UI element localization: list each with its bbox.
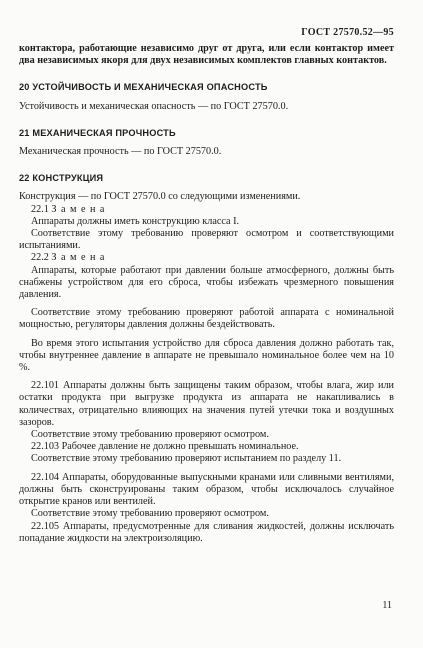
section-22-heading: 22 КОНСТРУКЦИЯ xyxy=(19,173,104,184)
clause-22-1-title xyxy=(19,204,394,216)
top-paragraph: контактора, работающие независимо друг от друга, или если контактор имеет два независимых якоря для двух независимых комплектов главных контактов. xyxy=(19,43,394,67)
section-20-heading: 20 УСТОЙЧИВОСТЬ И МЕХАНИЧЕСКАЯ ОПАСНОСТЬ xyxy=(19,82,268,93)
clause-22-1-text: Аппараты должны иметь конструкцию класса I. xyxy=(31,215,240,227)
clause-22-2-title xyxy=(19,252,394,264)
page-number: 11 xyxy=(382,600,392,611)
clause-22-1-check: Соответствие этому требованию проверяют осмотром и соответствующими испытаниями. xyxy=(19,228,394,252)
section-21-heading: 21 МЕХАНИЧЕСКАЯ ПРОЧНОСТЬ xyxy=(19,127,176,138)
clause-22-2-text: Аппараты, которые работают при давлении больше атмосферного, должны быть снабжены устройством для его сброса, чтобы избежать чрезмерного повышения давления. xyxy=(19,264,394,301)
standard-code: ГОСТ 27570.52—95 xyxy=(301,27,394,38)
clause-22-1-replace: Замена xyxy=(51,203,109,215)
clause-22-101-check: Соответствие этому требованию проверяют осмотром. xyxy=(31,429,269,441)
clause-22-101: 22.101 Аппараты должны быть защищены таким образом, чтобы влага, жир или остатки продукта при выгрузке продукта из аппарата не накапливались в количествах, отрицательно влияющих на значения путей утечки тока и воздушных зазоров. xyxy=(19,380,394,428)
document-body xyxy=(19,43,394,545)
clause-22-104: 22.104 Аппараты, оборудованные выпускными кранами или сливными вентилями, должны быть сконструированы таким образом, чтобы исключалось случайное открытие кранов или вентилей. xyxy=(19,471,394,508)
section-20-text: Устойчивость и механическая опасность — по ГОСТ 27570.0. xyxy=(19,100,289,112)
clause-22-2-number: 22.2 xyxy=(31,252,49,264)
clause-22-104-check: Соответствие этому требованию проверяют осмотром. xyxy=(31,508,269,520)
clause-22-2-check: Соответствие этому требованию проверяют работой аппарата с номинальной мощностью, регуляторы давления должны бездействовать. xyxy=(19,307,394,331)
clause-22-103: 22.103 Рабочее давление не должно превышать номинальное. xyxy=(31,441,299,453)
section-22-intro: Конструкция — по ГОСТ 27570.0 со следующими изменениями. xyxy=(19,191,301,203)
clause-22-103-check: Соответствие этому требованию проверяют испытанием по разделу 11. xyxy=(31,453,342,465)
clause-22-2-test: Во время этого испытания устройство для сброса давления должно работать так, чтобы внутреннее давление в аппарате не превышало номинальное более чем на 10 %. xyxy=(19,337,394,374)
clause-22-1-number: 22.1 xyxy=(31,203,49,215)
clause-22-2-replace: Замена xyxy=(51,252,109,264)
section-21-text: Механическая прочность — по ГОСТ 27570.0. xyxy=(19,146,222,158)
clause-22-105: 22.105 Аппараты, предусмотренные для сливания жидкостей, должны исключать попадание жидкости на электроизоляцию. xyxy=(19,520,394,544)
